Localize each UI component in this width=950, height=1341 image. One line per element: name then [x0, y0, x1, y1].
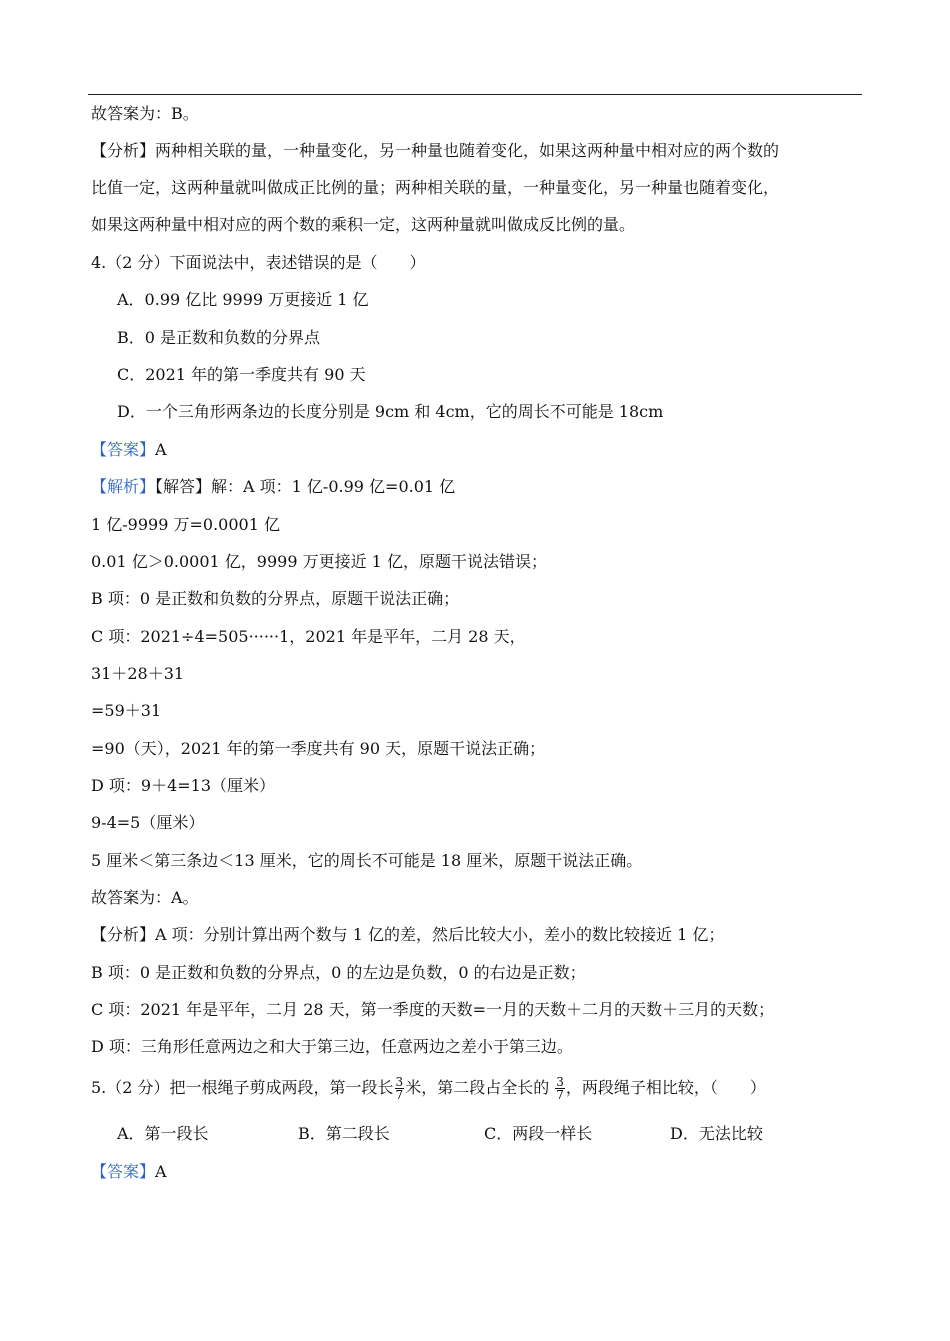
q4-solution-line: =59＋31 — [91, 701, 162, 720]
q5-answer — [91, 1161, 167, 1183]
q4-solution-line: B 项：0 是正数和负数的分界点，原题干说法正确； — [91, 589, 460, 608]
answer-tag: 【答案】 — [91, 440, 156, 459]
fraction-denominator: 7 — [395, 1088, 404, 1102]
q4-solution-line: 31＋28＋31 — [91, 664, 185, 683]
fraction-denominator: 7 — [556, 1088, 564, 1102]
prev-conclusion: 故答案为：B。 — [91, 104, 199, 123]
q5-stem-part-2: 米，第二段占全长的 — [405, 1078, 555, 1097]
answer-value: A — [155, 440, 167, 459]
prev-analysis-line-3: 如果这两种量中相对应的两个数的乘积一定，这两种量就叫做成反比例的量。 — [91, 215, 636, 234]
q4-solution-line: 5 厘米＜第三条边＜13 厘米，它的周长不可能是 18 厘米，原题干说法正确。 — [91, 851, 643, 870]
solution-head-text: 【解答】解：A 项：1 亿-0.99 亿=0.01 亿 — [155, 477, 456, 496]
q4-solution-line: =90（天），2021 年的第一季度共有 90 天，原题干说法正确； — [91, 739, 546, 758]
q4-analysis-line: D 项：三角形任意两边之和大于第三边，任意两边之差小于第三边。 — [91, 1037, 573, 1056]
answer-value: A — [155, 1162, 167, 1181]
q4-solution-line: C 项：2021÷4=505······1，2021 年是平年，二月 28 天， — [91, 627, 526, 646]
q4-solution-line: 0.01 亿＞0.0001 亿，9999 万更接近 1 亿，原题干说法错误； — [91, 552, 547, 571]
q4-analysis-line: 【分析】A 项：分别计算出两个数与 1 亿的差，然后比较大小，差小的数比较接近 1 亿； — [91, 925, 725, 944]
q4-option-b: B．0 是正数和负数的分界点 — [117, 328, 321, 347]
fraction — [395, 1076, 405, 1101]
q4-option-a: A．0.99 亿比 9999 万更接近 1 亿 — [117, 290, 369, 309]
q4-stem: 4.（2 分）下面说法中，表述错误的是（ ） — [91, 253, 426, 272]
q5-option-a: A．第一段长 — [117, 1124, 209, 1143]
q4-option-d: D．一个三角形两条边的长度分别是 9cm 和 4cm，它的周长不可能是 18cm — [117, 402, 664, 421]
solution-tag: 【解析】 — [91, 477, 156, 496]
q4-option-c: C．2021 年的第一季度共有 90 天 — [117, 365, 366, 384]
answer-tag: 【答案】 — [91, 1162, 156, 1181]
q4-answer — [91, 439, 167, 461]
q4-solution-head — [91, 476, 455, 498]
q5-stem-part-3: ，两段绳子相比较，（ ） — [565, 1078, 766, 1097]
q4-solution-line: 9-4=5（厘米） — [91, 813, 205, 832]
fraction-numerator: 3 — [556, 1075, 564, 1089]
prev-analysis-line-1: 【分析】两种相关联的量，一种量变化，另一种量也随着变化，如果这两种量中相对应的两个数的 — [91, 141, 780, 160]
prev-analysis-line-2: 比值一定，这两种量就叫做成正比例的量；两种相关联的量，一种量变化，另一种量也随着变化， — [91, 178, 780, 197]
q5-option-d: D．无法比较 — [670, 1124, 763, 1143]
q4-analysis-line: B 项：0 是正数和负数的分界点，0 的左边是负数，0 的右边是正数； — [91, 963, 586, 982]
q5-option-b: B．第二段长 — [298, 1124, 390, 1143]
fraction-numerator: 3 — [395, 1075, 404, 1089]
q4-conclusion: 故答案为：A。 — [91, 888, 199, 907]
fraction — [555, 1076, 565, 1101]
q5-option-c: C．两段一样长 — [484, 1124, 593, 1143]
q4-solution-line: 1 亿-9999 万=0.0001 亿 — [91, 515, 280, 534]
header-rule — [88, 94, 862, 95]
q5-stem-part-1: 5.（2 分）把一根绳子剪成两段，第一段长 — [91, 1078, 394, 1097]
q4-solution-line: D 项：9＋4=13（厘米） — [91, 776, 276, 795]
q5-stem — [91, 1073, 766, 1103]
q4-analysis-line: C 项：2021 年是平年，二月 28 天，第一季度的天数=一月的天数＋二月的天数＋三月的天数； — [91, 1000, 775, 1019]
